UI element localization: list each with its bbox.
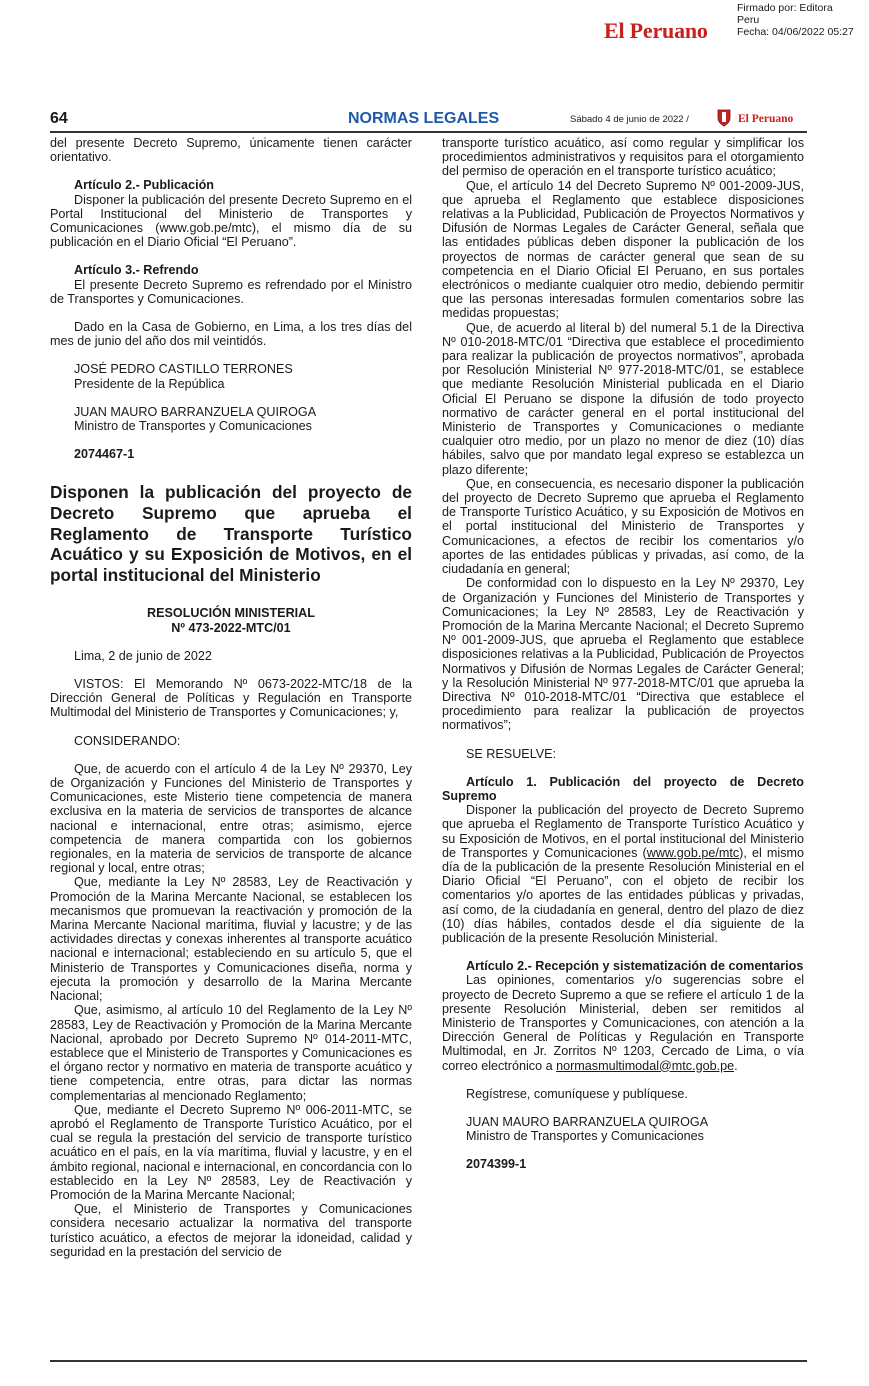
considerando-heading: CONSIDERANDO: — [74, 733, 181, 748]
article-1-text-b: ), el mismo día de la publicación de la presente Resolución Ministerial en el Diario Oficial “El Peruano”, con el objeto de recibir los comentarios y/o aportes de las entidades públicas y privadas, así como, de la ciudadanía en general, dentro del plazo de diez (10) días hábiles, contados desde el día siguiente de la publicación de la presente Resolución Ministerial. — [442, 845, 805, 945]
article-3-text: El presente Decreto Supremo es refrendado por el Ministro de Transportes y Comunicaciones. — [50, 277, 412, 306]
considerando-paragraph: Que, asimismo, al artículo 10 del Reglamento de la Ley Nº 28583, Ley de Reactivación y Promoción de la Marina Mercante Nacional, aprobado por Decreto Supremo Nº 014-2011-MTC, establece que el Ministerio de Transportes y Comunicaciones es el órgano rector y normativo en materia de transporte acuático y tiene competencia, entre otras, para dictar las normas complementarias al mencionado Reglamento; — [50, 1003, 412, 1103]
document-code: 2074399-1 — [466, 1157, 527, 1172]
paragraph: Que, en consecuencia, es necesario disponer la publicación del proyecto de Decreto Supremo que aprueba el Reglamento de Transporte Turístico Acuático, y su Exposición de Motivos en el portal institucional del Ministerio de Transportes y Comunicaciones, a efectos de recibir los comentarios y/o aportes de las entidades públicas y privadas, así como, de la ciudadanía en general; — [442, 476, 804, 577]
right-column — [442, 136, 804, 1172]
article-1-text-a: Disponer la publicación del proyecto de Decreto Supremo que aprueba el Reglamento de Transporte Turístico Acuático y su Exposición de Motivos, en el portal institucional del Ministerio de Transportes y Comunicaciones ( — [442, 803, 804, 860]
vistos-paragraph: VISTOS: El Memorando Nº 0673-2022-MTC/18 de la Dirección General de Políticas y Regulación en Transporte Multimodal del Ministerio de Transportes y Comunicaciones; y, — [50, 677, 412, 720]
article-2-text-a: Las opiniones, comentarios y/o sugerencias sobre el proyecto de Decreto Supremo a que se refiere el artículo 1 de la presente Resolución Ministerial, deben ser remitidos al Ministerio de Transportes y Comunicaciones, con atención a la Dirección General de Políticas y Regulación en Transporte Multimodal, en Jr. Zorritos Nº 1203, Cercado de Lima, o vía correo electrónico a — [442, 973, 804, 1073]
header-brand: El Peruano — [738, 113, 794, 125]
section-title: NORMAS LEGALES — [348, 110, 500, 127]
paragraph: transporte turístico acuático, así como regular y simplificar los procedimientos administrativos y requisitos para el otorgamiento del permiso de operación en el transporte turístico acuático; — [442, 136, 804, 179]
email-link[interactable]: normasmultimodal@mtc.gob.pe — [556, 1058, 735, 1073]
left-column — [50, 136, 412, 1259]
page-number: 64 — [50, 110, 68, 127]
paragraph: del presente Decreto Supremo, únicamente tienen carácter orientativo. — [50, 136, 412, 165]
coat-of-arms-icon — [717, 109, 731, 127]
article-1-heading: Artículo 1. Publicación del proyecto de Decreto Supremo — [442, 774, 804, 803]
resolution-label: RESOLUCIÓN MINISTERIAL — [147, 606, 315, 621]
resolution-number: Nº 473-2022-MTC/01 — [171, 620, 291, 635]
paragraph: De conformidad con lo dispuesto en la Ley Nº 29370, Ley de Organización y Funciones del Ministerio de Transportes y Comunicaciones; la Ley Nº 28583, Ley de Reactivación y Promoción de la Marina Mercante Nacional; el Decreto Supremo Nº 001-2009-JUS, que aprueba el Reglamento que establece disposiciones relativas a la Publicidad, Publicación de Proyectos Normativos y Difusión de Normas Legales de Carácter General; y la Resolución Ministerial Nº 977-2018-MTC/01 que aprueba la Directiva Nº 010-2018-MTC/01 “Directiva que establece el procedimiento para realizar la publicación de proyectos normativos”; — [442, 576, 804, 733]
article-2-heading: Artículo 2.- Publicación — [74, 178, 214, 193]
signatory-name: JOSÉ PEDRO CASTILLO TERRONES — [74, 362, 293, 377]
considerando-paragraph: Que, de acuerdo con el artículo 4 de la Ley Nº 29370, Ley de Organización y Funciones del Ministerio de Transportes y Comunicaciones, este Misterio tiene competencia de manera exclusiva en la materia de servicios de transportes de alcance nacional e internacional, entre otras; asimismo, ejerce competencia de manera compartida con los gobiernos regionales, en la materia de servicios de transporte de alcance regional y local, entre otras; — [50, 761, 412, 876]
paragraph: Que, el artículo 14 del Decreto Supremo Nº 001-2009-JUS, que aprueba el Reglamento que establece disposiciones relativas a la Publicidad, Publicación de Proyectos Normativos y Difusión de Normas Legales de Carácter General, señala que las entidades públicas deben disponer la publicación de los proyectos de normas de carácter general que sean de su competencia en el Diario Oficial El Peruano, en sus portales electrónicos o mediante cualquier otro medio, debiendo permitir que las personas interesadas formulen comentarios sobre las medidas propuestas; — [442, 178, 804, 321]
article-2-text: Disponer la publicación del presente Decreto Supremo en el Portal Institucional del Ministerio de Transportes y Comunicaciones (www.gob.pe/mtc), el mismo día de su publicación en el Diario Oficial “El Peruano”. — [50, 192, 412, 250]
signatory-role: Ministro de Transportes y Comunicaciones — [74, 419, 312, 434]
header-rule — [50, 131, 807, 133]
header-date: Sábado 4 de junio de 2022 / — [570, 114, 689, 125]
signatory-name: JUAN MAURO BARRANZUELA QUIROGA — [74, 404, 317, 419]
paragraph: Que, de acuerdo al literal b) del numeral 5.1 de la Directiva Nº 010-2018-MTC/01 “Directiva que establece el procedimiento para realizar la publicación de proyectos normativos”, aprobada por Resolución Ministerial Nº 977-2018-MTC/01, se establece que mediante Resolución Ministerial publicada en el Diario Oficial El Peruano se dispone la difusión de todo proyecto normativo de carácter general en el portal institucional del Ministerio de Transportes y Comunicaciones o mediante cualquier otro medio, por un plazo no menor de diez (10) días hábiles, salvo que por mandato legal expreso se establezca un plazo diferente; — [442, 320, 804, 477]
digital-signature — [737, 2, 854, 38]
signatory-role: Presidente de la República — [74, 376, 225, 391]
se-resuelve-heading: SE RESUELVE: — [466, 746, 557, 761]
article-3-heading: Artículo 3.- Refrendo — [74, 263, 199, 278]
signature-line-2: Peru — [737, 14, 760, 26]
footer-rule — [50, 1360, 807, 1362]
mtc-website-link[interactable]: www.gob.pe/mtc — [646, 845, 740, 860]
signatory-role: Ministro de Transportes y Comunicaciones — [466, 1129, 704, 1144]
place-date: Lima, 2 de junio de 2022 — [74, 648, 212, 663]
considerando-paragraph: Que, el Ministerio de Transportes y Comunicaciones considera necesario actualizar la normativa del transporte turístico acuático, a efectos de mejorar la idoneidad, calidad y seguridad en la prestación del servicio de — [50, 1202, 412, 1259]
article-2-heading: Artículo 2.- Recepción y sistematización de comentarios — [466, 959, 804, 974]
document-code: 2074467-1 — [74, 447, 135, 462]
signature-line-3: Fecha: 04/06/2022 05:27 — [737, 26, 854, 38]
signature-line-1: Firmado por: Editora — [737, 2, 833, 14]
article-1-text — [442, 803, 804, 945]
signatory-name: JUAN MAURO BARRANZUELA QUIROGA — [466, 1115, 709, 1129]
page-header — [50, 108, 807, 132]
article-2-text — [442, 973, 804, 1072]
considerando-paragraph: Que, mediante el Decreto Supremo Nº 006-2011-MTC, se aprobó el Reglamento de Transporte Turístico Acuático, por el cual se regula la prestación del servicio de transporte turístico acuático en el país, en la vía marítima, fluvial y lacustre, y en el ámbito regional, nacional e internacional, en concordancia con lo establecido en la Ley Nº 28583, Ley de Reactivación y Promoción de la Marina Mercante Nacional; — [50, 1102, 412, 1202]
closing-formula: Regístrese, comuníquese y publíquese. — [466, 1086, 688, 1101]
el-peruano-logo: El Peruano — [604, 18, 708, 43]
resolution-title: Disponen la publicación del proyecto de Decreto Supremo que aprueba el Reglamento de Transporte Turístico Acuático y su Exposición de Motivos, en el portal institucional del Ministerio — [50, 482, 412, 585]
dado-paragraph: Dado en la Casa de Gobierno, en Lima, a los tres días del mes de junio del año dos mil veintidós. — [50, 320, 412, 349]
considerando-paragraph: Que, mediante la Ley Nº 28583, Ley de Reactivación y Promoción de la Marina Mercante Nacional, se establecen los mecanismos que promuevan la reactivación y promoción de la Marina Mercante Nacional marítima, fluvial y lacustre; y de las actividades directas y conexas inherentes al transporte acuático nacional e internacional; estableciendo en su artículo 5, que el Ministerio de Transportes y Comunicaciones diseña, norma y ejecuta la promoción y desarrollo de la Marina Mercante Nacional; — [50, 875, 412, 1004]
article-2-text-b: . — [734, 1058, 738, 1073]
